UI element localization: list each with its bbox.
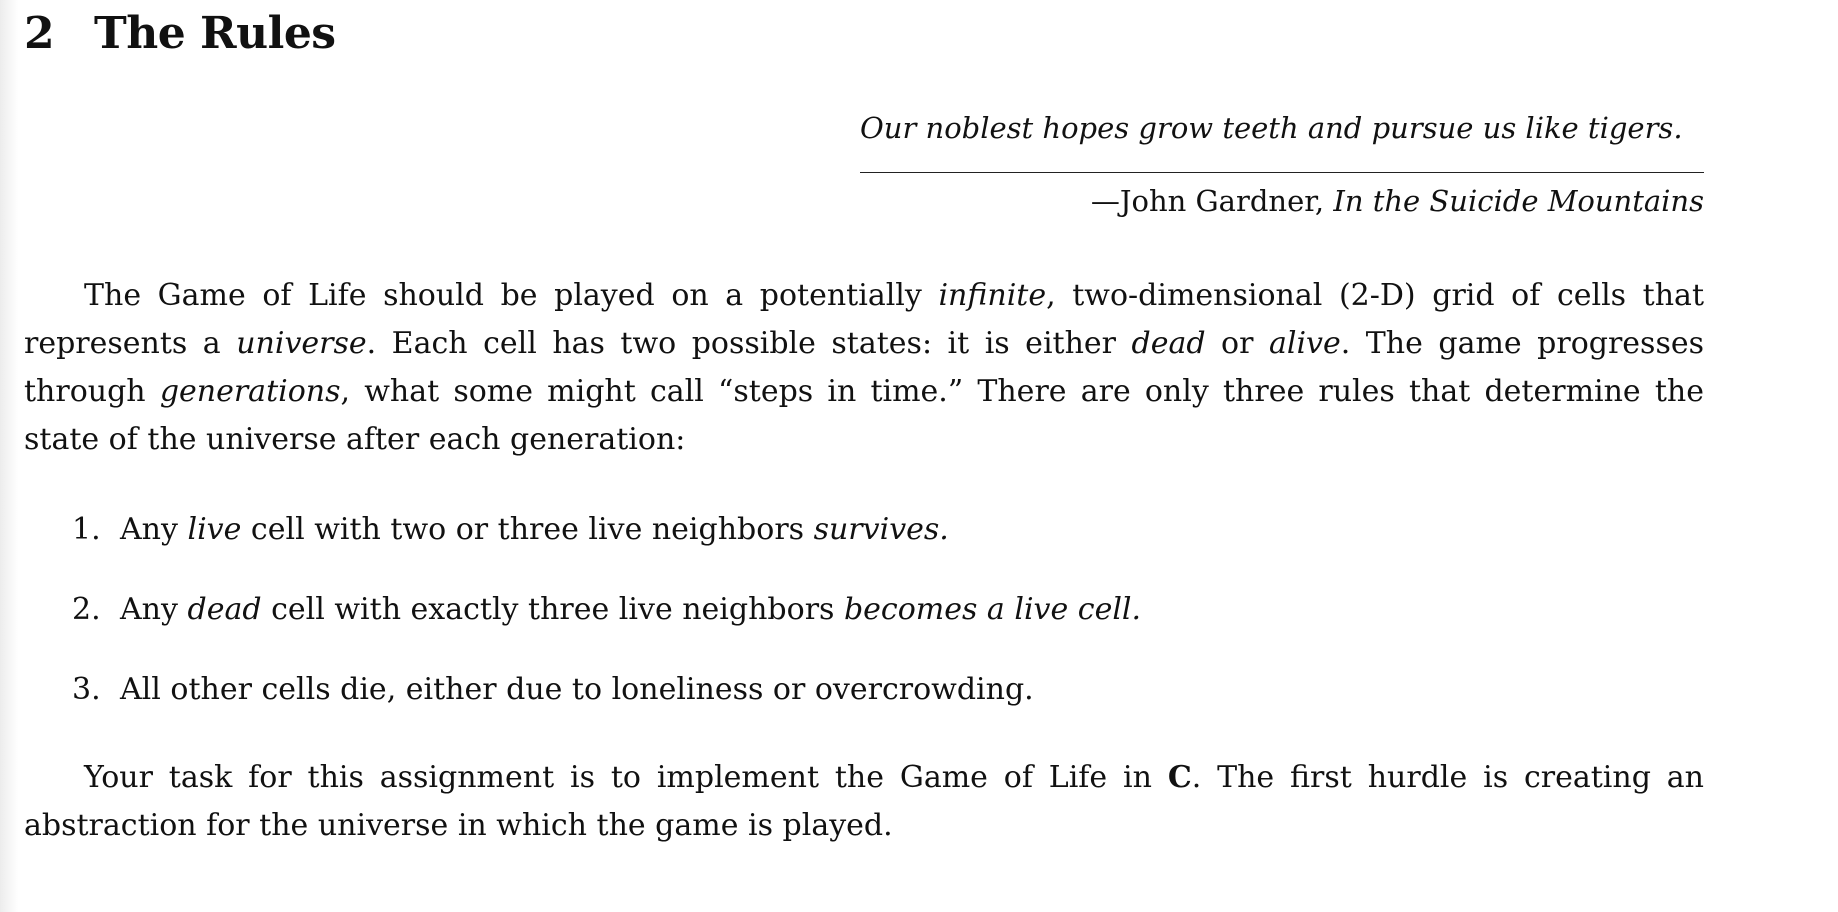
text-run: The Game of Life should be played on a potentially	[84, 278, 939, 313]
emphasis: dead	[187, 592, 262, 627]
epigraph	[860, 104, 1704, 225]
text-run: . The game progresses through	[24, 326, 1704, 409]
text-run: Any	[120, 592, 188, 627]
epigraph-attribution	[860, 177, 1704, 225]
list-item	[72, 586, 1141, 666]
intro-paragraph	[24, 272, 1704, 464]
text-run: All other cells die, either due to loneliness or overcrowding.	[120, 672, 1034, 707]
rules-list	[72, 506, 1141, 746]
section-heading	[24, 8, 336, 59]
emphasis-generations: generations	[159, 374, 341, 409]
text-run: , two-dimensional (2-D) grid of cells that represents a	[24, 278, 1704, 361]
emphasis-infinite: infinite	[938, 278, 1047, 313]
emphasis-alive: alive	[1268, 326, 1341, 361]
bold-language-name: C	[1167, 760, 1192, 795]
emphasis-universe: universe	[236, 326, 367, 361]
list-item-number: 3.	[72, 672, 101, 707]
text-run: . The first hurdle is creating an abstraction for the universe in which the game is played.	[24, 760, 1704, 843]
text-run: , what some might call “steps in time.” There are only three rules that determine the state of the universe after each generation:	[24, 374, 1704, 457]
text-run: cell with exactly three live neighbors	[261, 592, 844, 627]
emphasis-dead: dead	[1131, 326, 1206, 361]
text-run: or	[1205, 326, 1269, 361]
list-item	[72, 666, 1141, 746]
list-item	[72, 506, 1141, 586]
text-run: Your task for this assignment is to implement the Game of Life in	[84, 760, 1168, 795]
epigraph-work-title: In the Suicide Mountains	[1333, 184, 1704, 218]
section-title: The Rules	[94, 8, 336, 59]
emphasis: live	[187, 512, 242, 547]
list-item-number: 2.	[72, 592, 101, 627]
epigraph-quote: Our noblest hopes grow teeth and pursue us like tigers.	[860, 111, 1683, 145]
epigraph-author: —John Gardner,	[1090, 184, 1325, 218]
emphasis: survives.	[813, 512, 949, 547]
emphasis: becomes a live cell.	[843, 592, 1142, 627]
epigraph-divider	[860, 172, 1704, 173]
text-run: . Each cell has two possible states: it is either	[366, 326, 1132, 361]
section-number: 2	[24, 8, 55, 59]
list-item-number: 1.	[72, 512, 101, 547]
text-run: Any	[120, 512, 188, 547]
page-edge-shadow	[0, 0, 18, 912]
task-paragraph	[24, 754, 1704, 850]
text-run: cell with two or three live neighbors	[241, 512, 814, 547]
